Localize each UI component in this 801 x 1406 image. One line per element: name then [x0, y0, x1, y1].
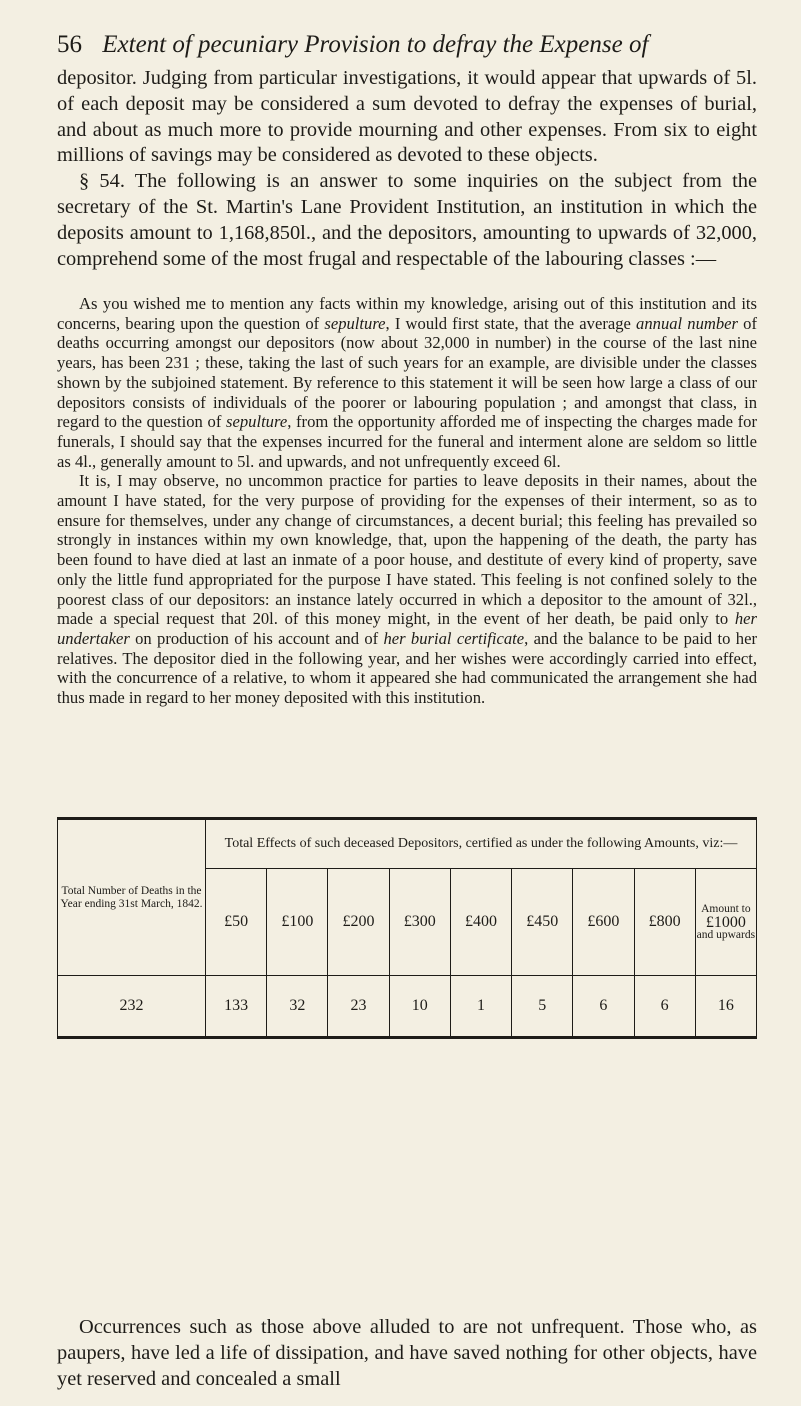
value-cell: 5	[512, 976, 573, 1038]
amount-header: £100	[267, 869, 328, 976]
value-cell: 6	[634, 976, 695, 1038]
amount-header: £300	[389, 869, 450, 976]
value-cell: 10	[389, 976, 450, 1038]
table-row	[58, 976, 757, 1038]
amount-header: £50	[206, 869, 267, 976]
lead-header: Total Number of Deaths in the Year ending 31st March, 1842.	[58, 819, 206, 976]
running-header	[57, 30, 757, 60]
value-cell: 6	[573, 976, 634, 1038]
amount-header: £200	[328, 869, 389, 976]
header-title: Extent of pecuniary Provision to defray the Expense of	[102, 31, 649, 58]
paragraph-1: depositor. Judging from particular investigations, it would appear that upwards of 5l. of each deposit may be considered a sum devoted to defray the expenses of burial, and about as much more to provide mourning and other expenses. From six to eight millions of savings may be considered as devoted to these objects.	[57, 67, 757, 167]
value-cell: 16	[695, 976, 756, 1038]
value-cell: 1	[450, 976, 511, 1038]
paragraph-section-54: § 54. The following is an answer to some inquiries on the subject from the secretary of the St. Martin's Lane Provident Institution, an institution in which the deposits amount to 1,168,850l., and the depositors, amounting to upwards of 32,000, comprehend some of the most frugal and respectable of the labouring classes :—	[57, 170, 757, 270]
value-cell: 133	[206, 976, 267, 1038]
deaths-effects-table	[57, 817, 757, 1039]
amount-header-last: Amount to £1000 and upwards	[695, 869, 756, 976]
total-deaths-cell: 232	[58, 976, 206, 1038]
amount-header: £800	[634, 869, 695, 976]
closing-text	[57, 1315, 757, 1392]
value-cell: 23	[328, 976, 389, 1038]
quote-paragraph-1: As you wished me to mention any facts within my knowledge, arising out of this institution and its concerns, bearing upon the question of sepulture, I would first state, that the average annual number of deaths occurring amongst our depositors (now about 32,000 in number) in the course of the last nine years, has been 231 ; these, taking the last of such years for an example, are divisible under the classes shown by the subjoined statement. By reference to this statement it will be seen how large a class of our depositors consists of individuals of the poorer or labouring population ; and amongst that class, in regard to the question of sepulture, from the opportunity afforded me of inspecting the charges made for funerals, I should say that the expenses incurred for the funeral and interment alone are seldom so little as 4l., generally amount to 5l. and upwards, and not unfrequently exceed 6l.	[57, 294, 758, 471]
value-cell: 32	[267, 976, 328, 1038]
quote-paragraph-2: It is, I may observe, no uncommon practice for parties to leave deposits in their names, about the amount I have stated, for the very purpose of providing for the expenses of their interment, so as to ensure for themselves, under any change of circumstances, a decent burial; this feeling has prevailed so strongly in instances within my own knowledge, that, upon the happening of the death, the party has been found to have died at last an inmate of a poor house, and destitute of every kind of property, save only the little fund appropriated for the purpose I have stated. This feeling is not confined solely to the poorest class of our depositors: an instance lately occurred in which a depositor to the amount of 32l., made a special request that 20l. of this money might, in the event of her death, be paid only to her undertaker on production of his account and of her burial certificate, and the balance to be paid to her relatives. The depositor died in the following year, and her wishes were accordingly carried into effect, with the concurrence of a relative, to whom it appeared she had communicated the arrangement she had thus made in regard to her money deposited with this institution.	[57, 471, 757, 708]
amount-header: £450	[512, 869, 573, 976]
page-number: 56	[57, 31, 82, 58]
amount-header: £600	[573, 869, 634, 976]
paragraph-after-table: Occurrences such as those above alluded to are not unfrequent. Those who, as paupers, have led a life of dissipation, and have saved nothing for other objects, have yet reserved and concealed a small	[57, 1316, 757, 1390]
span-header: Total Effects of such deceased Depositors, certified as under the following Amounts, viz:—	[206, 819, 757, 869]
quoted-letter	[57, 294, 757, 708]
body-text	[57, 66, 757, 272]
amount-header: £400	[450, 869, 511, 976]
